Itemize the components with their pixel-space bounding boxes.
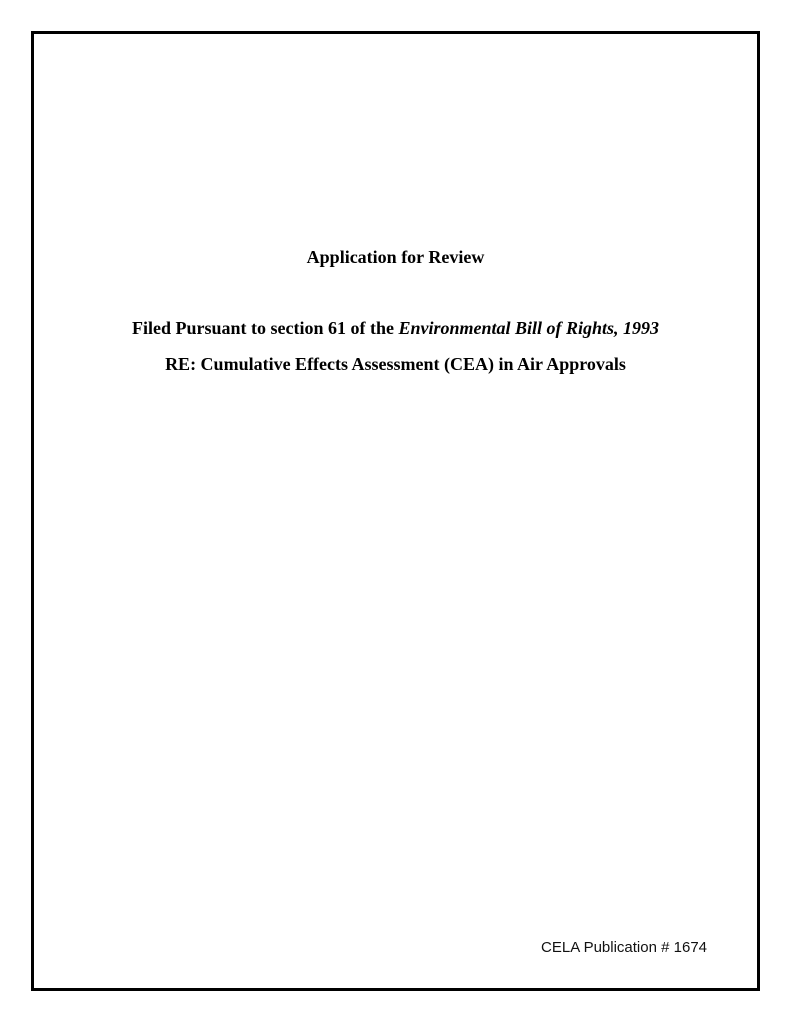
filing-statement xyxy=(31,317,760,339)
filing-statement-prefix: Filed Pursuant to section 61 of the xyxy=(131,318,399,338)
document-title: Application for Review xyxy=(306,247,485,267)
subject-line: RE: Cumulative Effects Assessment (CEA) in Air Approvals xyxy=(165,354,626,374)
page-border xyxy=(31,31,760,991)
publication-number: CELA Publication # 1674 xyxy=(541,939,707,956)
statute-name: Environmental Bill of Rights, 1993 xyxy=(398,318,660,338)
